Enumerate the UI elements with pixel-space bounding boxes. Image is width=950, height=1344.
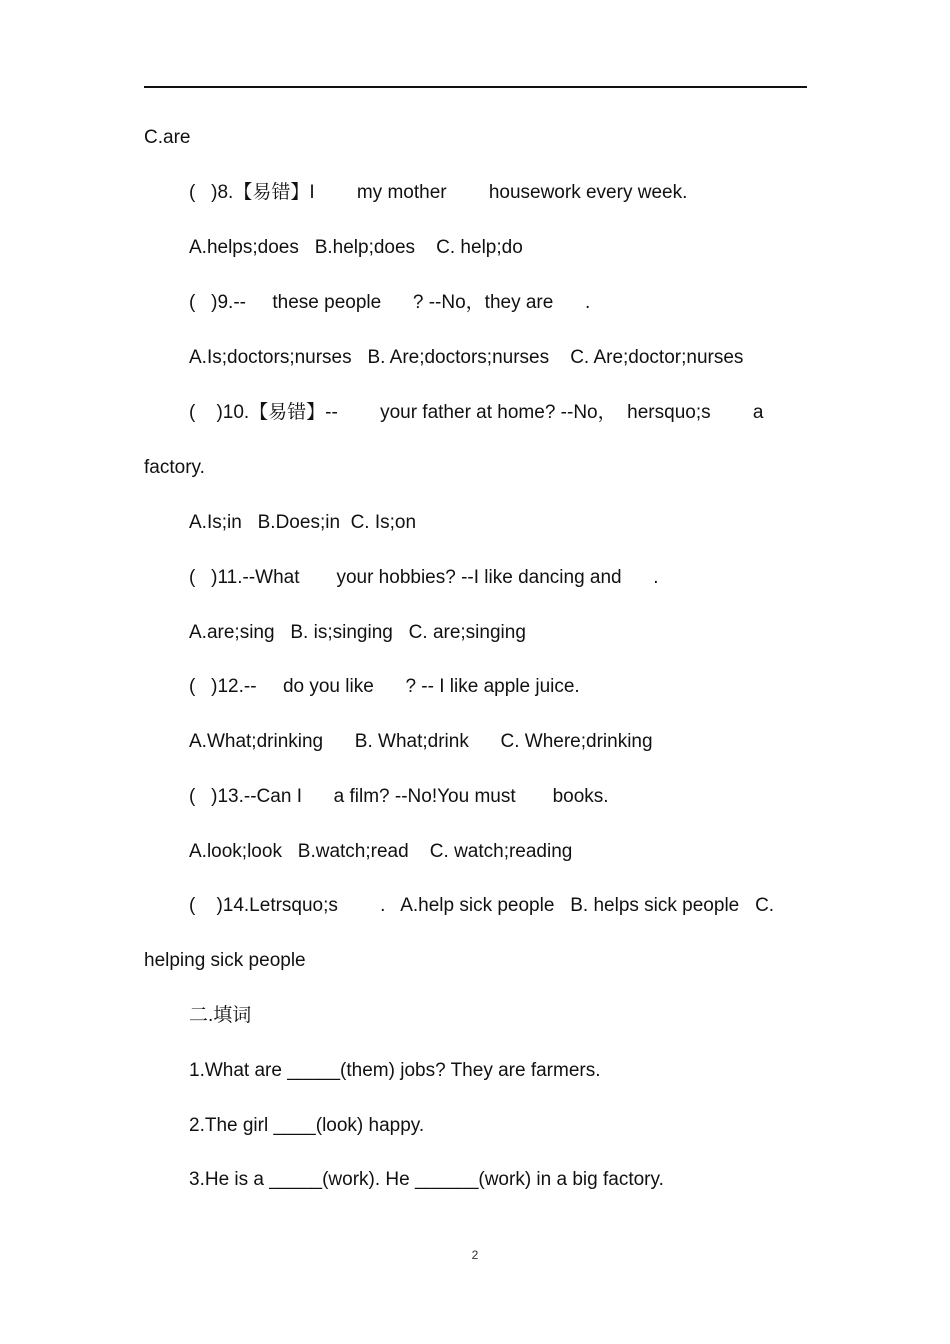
question-10-cont: factory. — [144, 457, 205, 478]
text-line: C.are — [144, 127, 191, 148]
options-10: A.Is;in B.Does;in C. Is;on — [189, 512, 417, 533]
options-12: A.What;drinking B. What;drink C. Where;drinking — [189, 731, 653, 752]
page-number: 2 — [471, 1248, 479, 1262]
options-13: A.look;look B.watch;read C. watch;reading — [189, 841, 573, 862]
question-12: ( )12.-- do you like ? -- I like apple juice. — [189, 676, 580, 697]
options-8: A.helps;does B.help;does C. help;do — [189, 237, 523, 258]
question-8: ( )8.【易错】I my mother housework every week. — [189, 182, 688, 203]
question-10: ( )10.【易错】-- your father at home? --No， hersquo;s a — [189, 402, 764, 423]
question-14-cont: helping sick people — [144, 950, 306, 971]
header-rule — [144, 86, 807, 88]
fill-3: 3.He is a _____(work). He ______(work) in a big factory. — [189, 1169, 664, 1190]
question-9: ( )9.-- these people ? --No，they are . — [189, 292, 591, 313]
options-9: A.Is;doctors;nurses B. Are;doctors;nurses C. Are;doctor;nurses — [189, 347, 744, 368]
fill-1: 1.What are _____(them) jobs? They are farmers. — [189, 1060, 601, 1081]
fill-2: 2.The girl ____(look) happy. — [189, 1115, 425, 1136]
question-11: ( )11.--What your hobbies? --I like dancing and . — [189, 567, 659, 588]
question-14: ( )14.Letrsquo;s . A.help sick people B. helps sick people C. — [189, 895, 775, 916]
options-11: A.are;sing B. is;singing C. are;singing — [189, 622, 526, 643]
question-13: ( )13.--Can I a film? --No!You must books. — [189, 786, 609, 807]
section-heading: 二.填词 — [189, 1005, 252, 1026]
